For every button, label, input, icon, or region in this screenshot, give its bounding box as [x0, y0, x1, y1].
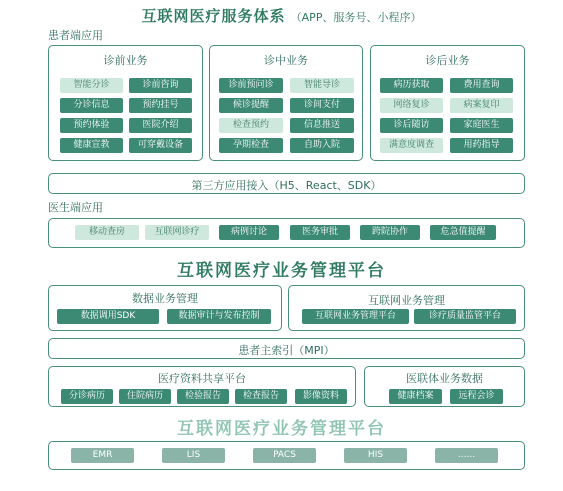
header [0, 5, 563, 26]
doctor-item-chip: 医务审批 [290, 225, 350, 240]
remote-consult-chip: 远程会诊 [450, 389, 503, 404]
during-chip: 孕期检查 [219, 138, 283, 153]
during-diagnosis-title: 诊中业务 [264, 54, 308, 67]
data-business-box [48, 285, 282, 331]
during-chip: 信息推送 [290, 118, 354, 133]
mpi-label: 患者主索引（MPI） [238, 344, 335, 357]
doctor-item-chip: 危急值提醒 [430, 225, 496, 240]
pre-chip: 诊前咨询 [129, 78, 192, 93]
doctor-item-chip: 互联网诊疗 [145, 225, 209, 240]
during-chip: 诊间支付 [290, 98, 354, 113]
systems-box [48, 441, 525, 470]
during-chip: 候诊提醒 [219, 98, 283, 113]
pre-diagnosis-title: 诊前业务 [103, 54, 148, 67]
data-share-title: 医疗资料共享平台 [158, 372, 246, 385]
during-chip: 智能导诊 [290, 78, 354, 93]
page-title: 互联网医疗服务体系 [141, 7, 286, 25]
page-subtitle: （APP、服务号、小程序） [290, 11, 422, 24]
doctor-item-chip: 跨院协作 [360, 225, 420, 240]
data-share-box [48, 366, 356, 407]
pre-chip: 医院介绍 [129, 118, 192, 133]
data-audit-chip: 数据审计与发布控制 [167, 309, 271, 324]
post-chip: 费用查询 [450, 78, 513, 93]
during-diagnosis-box [209, 45, 363, 161]
data-share-item-chip: 检验报告 [177, 389, 229, 404]
data-business-title: 数据业务管理 [132, 292, 198, 305]
post-diagnosis-title: 诊后业务 [425, 54, 470, 67]
post-chip: 病历获取 [380, 78, 443, 93]
health-record-chip: 健康档案 [389, 389, 442, 404]
alliance-title: 医联体业务数据 [406, 372, 483, 385]
pre-chip: 预约挂号 [129, 98, 192, 113]
post-chip: 家庭医生 [450, 118, 513, 133]
third-party-bar [48, 173, 525, 194]
internet-platform-chip: 互联网业务管理平台 [302, 309, 409, 324]
patient-side-label: 患者端应用 [48, 29, 103, 42]
third-party-label: 第三方应用接入（H5、React、SDK） [191, 179, 382, 192]
pre-chip: 智能分诊 [60, 78, 123, 93]
post-chip: 网络复诊 [380, 98, 443, 113]
data-share-item-chip: 分诊病历 [61, 389, 113, 404]
pre-diagnosis-box [48, 45, 203, 161]
post-chip: 用药指导 [450, 138, 513, 153]
internet-business-box [288, 285, 525, 331]
post-chip: 诊后随访 [380, 118, 443, 133]
pre-chip: 分诊信息 [60, 98, 123, 113]
pre-chip: 可穿戴设备 [129, 138, 192, 153]
quality-platform-chip: 诊疗质量监管平台 [414, 309, 516, 324]
system-chip: ...... [435, 448, 498, 463]
pre-chip: 健康宣教 [60, 138, 123, 153]
doctor-item-chip: 病例讨论 [219, 225, 279, 240]
system-chip: LIS [162, 448, 225, 463]
post-chip: 满意度调查 [380, 138, 443, 153]
alliance-box [364, 366, 525, 407]
post-diagnosis-box [370, 45, 525, 161]
system-chip: HIS [344, 448, 407, 463]
during-chip: 检查预约 [219, 118, 283, 133]
doctor-side-box [48, 218, 525, 248]
mpi-bar [48, 338, 525, 359]
doctor-item-chip: 移动查房 [75, 225, 139, 240]
data-share-item-chip: 检查报告 [235, 389, 287, 404]
during-chip: 自助入院 [290, 138, 354, 153]
doctor-side-label: 医生端应用 [48, 201, 103, 214]
platform-title-1: 互联网医疗业务管理平台 [177, 261, 386, 281]
pre-chip: 预约体验 [60, 118, 123, 133]
platform-title-2: 互联网医疗业务管理平台 [177, 419, 386, 439]
data-sdk-chip: 数据调用SDK [57, 309, 159, 324]
during-chip: 诊前预问诊 [219, 78, 283, 93]
data-share-item-chip: 影像资料 [295, 389, 347, 404]
internet-business-title: 互联网业务管理 [368, 294, 445, 307]
system-chip: EMR [71, 448, 134, 463]
system-chip: PACS [253, 448, 316, 463]
data-share-item-chip: 住院病历 [119, 389, 171, 404]
post-chip: 病案复印 [450, 98, 513, 113]
